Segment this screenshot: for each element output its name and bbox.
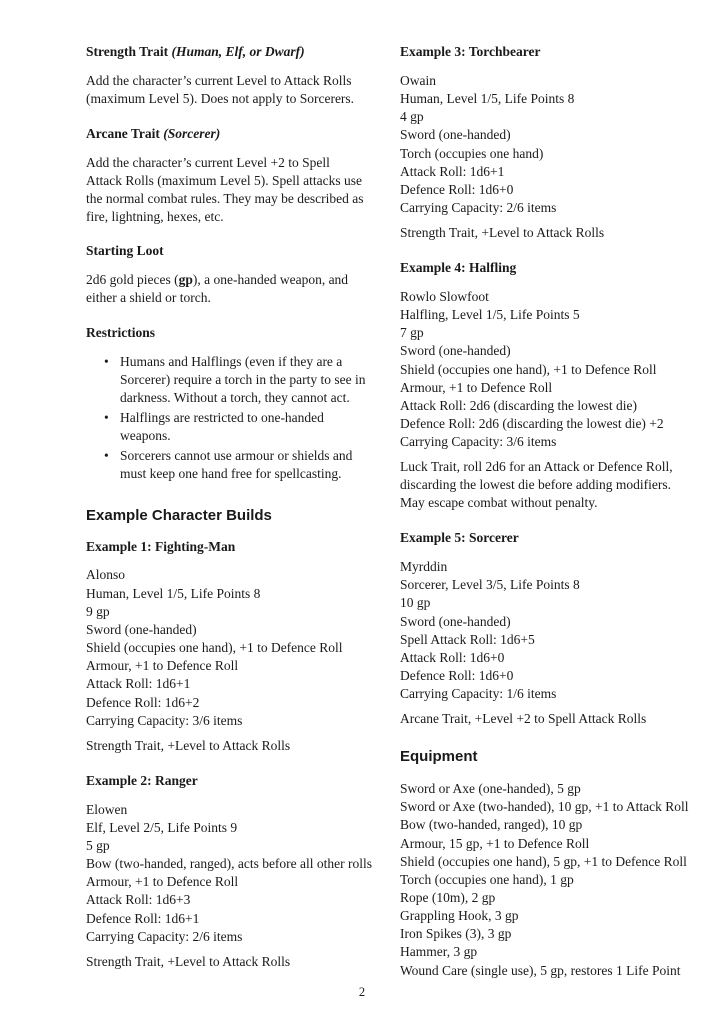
strength-trait-heading [86,44,368,61]
right-column [400,44,689,980]
statblock-line: Sorcerer, Level 3/5, Life Points 8 [400,577,580,593]
statblock-line: Attack Roll: 1d6+0 [400,649,505,665]
statblock-line: Carrying Capacity: 2/6 items [86,928,243,944]
statblock-line: Defence Roll: 1d6+2 [86,694,200,710]
example-2-heading: Example 2: Ranger [86,772,198,788]
starting-loot-gp-abbr: gp [178,272,193,288]
two-column-layout [86,44,689,989]
statblock-line: 7 gp [400,325,424,341]
example-character-builds-title: Example Character Builds [86,506,272,524]
example-5-heading: Example 5: Sorcerer [400,530,519,546]
statblock-line: Alonso [86,567,126,583]
statblock-line: 5 gp [86,837,110,853]
statblock-line: Sword (one-handed) [400,613,511,629]
strength-trait-title: Strength Trait [86,44,169,59]
statblock-line: Shield (occupies one hand), +1 to Defence Roll [86,640,343,656]
strength-trait-body: Add the character’s current Level to Attack Rolls (maximum Level 5). Does not apply to Sorcerers. [86,72,355,106]
example-1-note: Strength Trait, +Level to Attack Rolls [86,737,291,753]
statblock-line: Human, Level 1/5, Life Points 8 [86,585,261,601]
example-2-statblock [86,801,373,946]
statblock-line: Bow (two-handed, ranged), acts before all other rolls [86,856,373,872]
statblock-line: Myrddin [400,559,448,575]
equipment-title: Equipment [400,748,478,766]
list-item: Torch (occupies one hand), 1 gp [400,871,574,887]
list-item: Sword or Axe (two-handed), 10 gp, +1 to Attack Roll [400,799,689,815]
example-2-note: Strength Trait, +Level to Attack Rolls [86,953,291,969]
statblock-line: Armour, +1 to Defence Roll [400,379,553,395]
statblock-line: Attack Roll: 2d6 (discarding the lowest die) [400,397,637,413]
statblock-line: Sword (one-handed) [400,127,511,143]
arcane-trait-heading [86,126,368,143]
statblock-line: Attack Roll: 1d6+1 [86,676,191,692]
equipment-list [400,780,689,980]
arcane-trait-subtitle: (Sorcerer) [163,125,221,141]
statblock-line: Shield (occupies one hand), +1 to Defence Roll [400,361,657,377]
list-item: • Humans and Halflings (even if they are a Sorcerer) require a torch in the party to see in darkness. Without a torch, they cannot act. [104,353,368,407]
example-4-heading: Example 4: Halfling [400,260,517,276]
list-item: Shield (occupies one hand), 5 gp, +1 to Defence Roll [400,853,687,869]
restrictions-heading: Restrictions [86,325,155,341]
statblock-line: Torch (occupies one hand) [400,145,544,161]
statblock-line: Owain [400,72,436,88]
statblock-line: Defence Roll: 1d6+1 [86,910,200,926]
restrictions-list [86,353,368,483]
statblock-line: Spell Attack Roll: 1d6+5 [400,631,535,647]
example-4-note: Luck Trait, roll 2d6 for an Attack or Defence Roll, discarding the lowest die before adding modifiers. May escape combat without penalty. [400,459,673,511]
statblock-line: Sword (one-handed) [400,343,511,359]
statblock-line: Elf, Level 2/5, Life Points 9 [86,819,238,835]
statblock-line: Sword (one-handed) [86,621,197,637]
statblock-line: Human, Level 1/5, Life Points 8 [400,91,575,107]
statblock-line: Defence Roll: 2d6 (discarding the lowest die) +2 [400,416,664,432]
list-item: Rope (10m), 2 gp [400,889,496,905]
example-4-statblock [400,288,682,451]
starting-loot-heading: Starting Loot [86,243,164,259]
list-item: Bow (two-handed, ranged), 10 gp [400,817,583,833]
statblock-line: Armour, +1 to Defence Roll [86,658,239,674]
starting-loot-body [86,271,368,307]
list-item: • Halflings are restricted to one-handed weapons. [104,409,368,445]
statblock-line: 10 gp [400,595,431,611]
example-3-note: Strength Trait, +Level to Attack Rolls [400,225,605,241]
example-5-note: Arcane Trait, +Level +2 to Spell Attack Rolls [400,711,647,727]
statblock-line: Carrying Capacity: 2/6 items [400,199,557,215]
list-item: Sword or Axe (one-handed), 5 gp [400,781,581,797]
list-item: Armour, 15 gp, +1 to Defence Roll [400,835,590,851]
strength-trait-subtitle: (Human, Elf, or Dwarf) [171,44,305,59]
arcane-trait-body: Add the character’s current Level +2 to Spell Attack Rolls (maximum Level 5). Spell attacks use the normal combat rules. They may be described as fire, lightning, hexes, etc. [86,154,364,224]
statblock-line: Defence Roll: 1d6+0 [400,668,514,684]
statblock-line: Defence Roll: 1d6+0 [400,181,514,197]
starting-loot-text-pre: 2d6 gold pieces ( [86,272,179,288]
statblock-line: Armour, +1 to Defence Roll [86,874,239,890]
left-column [86,44,373,989]
page-number: 2 [358,985,366,999]
statblock-line: 9 gp [86,603,110,619]
statblock-line: Rowlo Slowfoot [400,288,489,304]
example-1-heading: Example 1: Fighting-Man [86,538,236,554]
arcane-trait-title: Arcane Trait [86,125,160,141]
starting-loot-text-post: ), a one-handed weapon, and either a shield or torch. [86,272,349,306]
statblock-line: Carrying Capacity: 1/6 items [400,686,557,702]
statblock-line: Attack Roll: 1d6+1 [400,163,505,179]
list-item: • Sorcerers cannot use armour or shields and must keep one hand free for spellcasting. [104,447,368,483]
statblock-line: Carrying Capacity: 3/6 items [86,712,243,728]
example-1-statblock [86,566,368,729]
example-5-statblock [400,558,682,703]
list-item: Hammer, 3 gp [400,944,478,960]
statblock-line: Halfling, Level 1/5, Life Points 5 [400,307,580,323]
statblock-line: 4 gp [400,109,424,125]
list-item: Wound Care (single use), 5 gp, restores 1 Life Point [400,962,681,978]
list-item: Iron Spikes (3), 3 gp [400,926,512,942]
statblock-line: Attack Roll: 1d6+3 [86,892,191,908]
example-3-heading: Example 3: Torchbearer [400,44,541,59]
example-3-statblock [400,72,682,217]
list-item: Grappling Hook, 3 gp [400,908,519,924]
statblock-line: Elowen [86,801,128,817]
statblock-line: Carrying Capacity: 3/6 items [400,434,557,450]
